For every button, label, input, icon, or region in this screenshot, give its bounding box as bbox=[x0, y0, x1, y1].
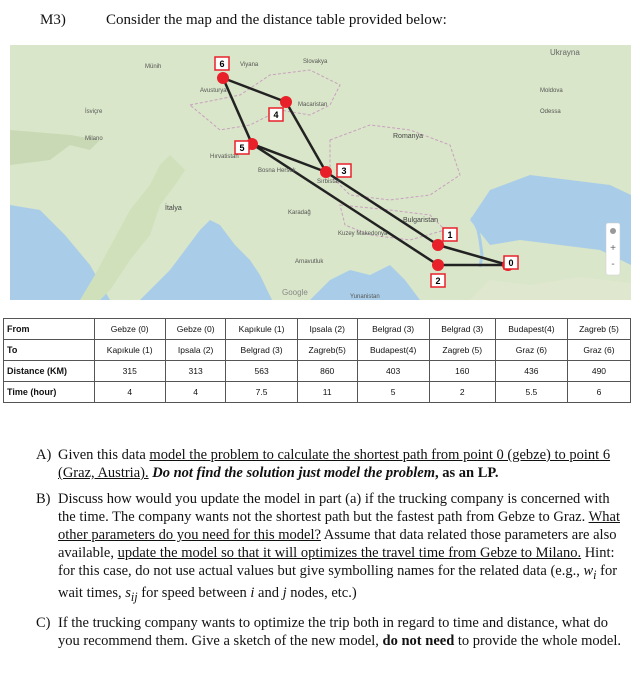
node-4-marker bbox=[280, 96, 292, 108]
node-5-label: 5 bbox=[239, 143, 245, 153]
distance-cell: 490 bbox=[567, 361, 630, 382]
question-a: A) Given this data model the problem to calculate the shortest path from point 0 (gebze) to point 6 (Graz, Austria). Do not find the solution just model the problem, as an LP. bbox=[36, 447, 611, 481]
from-cell: Ipsala (2) bbox=[297, 319, 357, 340]
label-moldova: Moldova bbox=[540, 88, 563, 94]
to-cell: Kapıkule (1) bbox=[94, 340, 165, 361]
route-map bbox=[10, 45, 631, 300]
distance-cell: 403 bbox=[357, 361, 429, 382]
node-6-marker bbox=[217, 72, 229, 84]
label-ukrayna: Ukrayna bbox=[550, 48, 580, 57]
label-isvicre: İsviçre bbox=[85, 109, 103, 115]
question-a-label: A) bbox=[36, 447, 52, 463]
label-karadag: Karadağ bbox=[288, 210, 311, 216]
to-header: To bbox=[4, 340, 95, 361]
zoom-out-icon: - bbox=[611, 259, 615, 270]
time-cell: 11 bbox=[297, 382, 357, 403]
time-cell: 4 bbox=[94, 382, 165, 403]
question-number: M3) bbox=[40, 12, 66, 28]
to-cell: Budapest(4) bbox=[357, 340, 429, 361]
node-3-label: 3 bbox=[341, 166, 347, 176]
zoom-in-icon: + bbox=[610, 243, 616, 254]
distance-cell: 436 bbox=[495, 361, 567, 382]
page-title: Consider the map and the distance table provided below: bbox=[106, 12, 447, 28]
label-bulgaristan: Bulgaristan bbox=[403, 217, 439, 224]
questions bbox=[36, 446, 626, 658]
to-cell: Zagreb (5) bbox=[429, 340, 495, 361]
to-cell: Belgrad (3) bbox=[226, 340, 297, 361]
time-cell: 2 bbox=[429, 382, 495, 403]
label-makedonya: Kuzey Makedonya bbox=[338, 231, 388, 237]
label-slovakya: Slovakya bbox=[303, 59, 328, 65]
from-cell: Kapıkule (1) bbox=[226, 319, 297, 340]
time-cell: 5.5 bbox=[495, 382, 567, 403]
node-0-label: 0 bbox=[508, 258, 514, 268]
node-6-label: 6 bbox=[219, 59, 225, 69]
node-1-marker bbox=[432, 239, 444, 251]
distance-cell: 313 bbox=[165, 361, 226, 382]
distance-cell: 563 bbox=[226, 361, 297, 382]
time-header: Time (hour) bbox=[4, 382, 95, 403]
from-cell: Zagreb (5) bbox=[567, 319, 630, 340]
time-cell: 6 bbox=[567, 382, 630, 403]
label-odessa: Odessa bbox=[540, 109, 561, 115]
label-hirvatistan: Hırvatistan bbox=[210, 154, 239, 160]
label-viyana: Viyana bbox=[240, 62, 259, 68]
question-c-label: C) bbox=[36, 614, 51, 631]
from-cell: Gebze (0) bbox=[94, 319, 165, 340]
time-cell: 7.5 bbox=[226, 382, 297, 403]
to-cell: Graz (6) bbox=[495, 340, 567, 361]
from-cell: Gebze (0) bbox=[165, 319, 226, 340]
map-compass-icon bbox=[610, 228, 616, 234]
label-arnavutluk: Arnavutluk bbox=[295, 259, 324, 265]
label-macaristan: Macaristan bbox=[298, 102, 328, 108]
to-cell: Ipsala (2) bbox=[165, 340, 226, 361]
from-cell: Belgrad (3) bbox=[429, 319, 495, 340]
label-yunanistan: Yunanistan bbox=[350, 294, 380, 300]
node-4-label: 4 bbox=[273, 110, 279, 120]
distance-table bbox=[3, 318, 631, 403]
question-c: C) If the trucking company wants to optimize the trip both in regard to time and distance, what do you recommend them. Give a sketch of the new model, do not need to provide the whole model. bbox=[36, 614, 621, 649]
time-cell: 5 bbox=[357, 382, 429, 403]
distance-cell: 860 bbox=[297, 361, 357, 382]
question-b: B) Discuss how would you update the model in part (a) if the trucking company is concerned with the time. The company wants not the shortest path but the fastest path from Gebze to Graz. What other parameters do you need for this model? Assume that data related those parameters are also available, update the model so that it will optimizes the travel time from Gebze to Milano. Hint: for this case, do not use actual values but give symbolling names for the related data (e.g., $w_i$ for wait times, $s_{ij}$ for speed between i and j nodes, etc.) bbox=[36, 491, 620, 604]
distance-header: Distance (KM) bbox=[4, 361, 95, 382]
time-cell: 4 bbox=[165, 382, 226, 403]
to-cell: Graz (6) bbox=[567, 340, 630, 361]
to-cell: Zagreb(5) bbox=[297, 340, 357, 361]
label-munih: Münih bbox=[145, 64, 162, 70]
question-b-label: B) bbox=[36, 491, 51, 507]
node-2-label: 2 bbox=[435, 276, 441, 286]
from-header: From bbox=[4, 319, 95, 340]
map-controls bbox=[606, 223, 620, 275]
google-logo: Google bbox=[282, 288, 308, 297]
node-2-marker bbox=[432, 259, 444, 271]
distance-cell: 160 bbox=[429, 361, 495, 382]
label-italya: İtalya bbox=[165, 205, 182, 212]
label-milano: Milano bbox=[85, 136, 103, 142]
label-avusturya: Avusturya bbox=[200, 88, 227, 94]
distance-cell: 315 bbox=[94, 361, 165, 382]
from-cell: Budapest(4) bbox=[495, 319, 567, 340]
node-3-marker bbox=[320, 166, 332, 178]
from-cell: Belgrad (3) bbox=[357, 319, 429, 340]
node-1-label: 1 bbox=[447, 230, 453, 240]
label-sirbistan: Sırbistan bbox=[317, 179, 341, 185]
label-romanya: Romanya bbox=[393, 133, 423, 140]
label-bosna: Bosna Hersek bbox=[258, 168, 296, 174]
